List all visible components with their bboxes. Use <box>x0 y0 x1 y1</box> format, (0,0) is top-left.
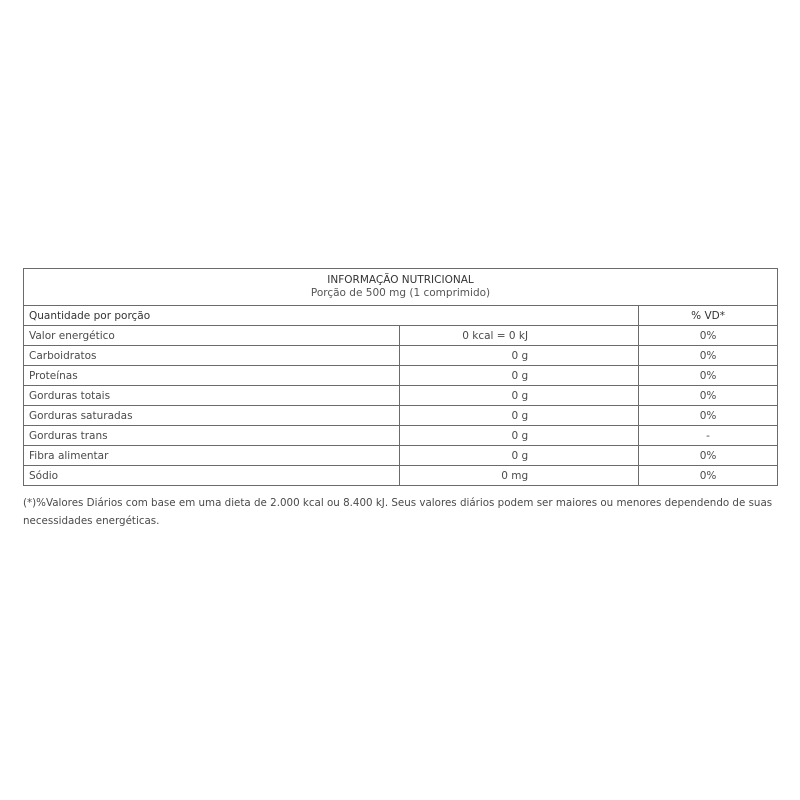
nutrient-amount: 0 g <box>400 446 639 466</box>
table-row <box>24 326 778 346</box>
nutrient-amount: 0 g <box>400 366 639 386</box>
table-row <box>24 386 778 406</box>
nutrient-name: Proteínas <box>24 366 400 386</box>
table-row <box>24 466 778 486</box>
nutrient-vd: 0% <box>639 466 778 486</box>
nutrient-name: Sódio <box>24 466 400 486</box>
footnote: (*)%Valores Diários com base em uma dieta de 2.000 kcal ou 8.400 kJ. Seus valores diários podem ser maiores ou menores dependendo de suas necessidades energéticas. <box>23 497 773 527</box>
nutrient-vd: 0% <box>639 326 778 346</box>
header-quantity-label: Quantidade por porção <box>24 306 639 326</box>
serving-size: Porção de 500 mg (1 comprimido) <box>310 287 491 299</box>
nutrient-name: Gorduras totais <box>24 386 400 406</box>
header-vd-label: % VD* <box>639 306 778 326</box>
table-row <box>24 366 778 386</box>
nutrient-name: Gorduras saturadas <box>24 406 400 426</box>
nutrient-vd: 0% <box>639 386 778 406</box>
nutrient-amount: 0 mg <box>400 466 639 486</box>
table-title-row <box>24 269 778 306</box>
nutrient-amount: 0 g <box>400 406 639 426</box>
table-title: INFORMAÇÃO NUTRICIONAL <box>327 274 474 286</box>
nutrient-rows <box>24 326 778 486</box>
nutrient-amount: 0 g <box>400 346 639 366</box>
table-title-cell <box>24 269 778 306</box>
nutrient-vd: 0% <box>639 446 778 466</box>
nutrient-vd: - <box>639 426 778 446</box>
table-row <box>24 406 778 426</box>
nutrient-name: Valor energético <box>24 326 400 346</box>
nutrient-vd: 0% <box>639 406 778 426</box>
table-row <box>24 426 778 446</box>
nutrient-vd: 0% <box>639 346 778 366</box>
table-row <box>24 446 778 466</box>
nutrient-vd: 0% <box>639 366 778 386</box>
nutrition-facts-table <box>23 268 778 486</box>
nutrient-name: Gorduras trans <box>24 426 400 446</box>
table-header-row <box>24 306 778 326</box>
nutrient-amount: 0 g <box>400 426 639 446</box>
nutrient-amount: 0 g <box>400 386 639 406</box>
nutrient-name: Carboidratos <box>24 346 400 366</box>
nutrient-name: Fibra alimentar <box>24 446 400 466</box>
nutrient-amount: 0 kcal = 0 kJ <box>400 326 639 346</box>
table-row <box>24 346 778 366</box>
